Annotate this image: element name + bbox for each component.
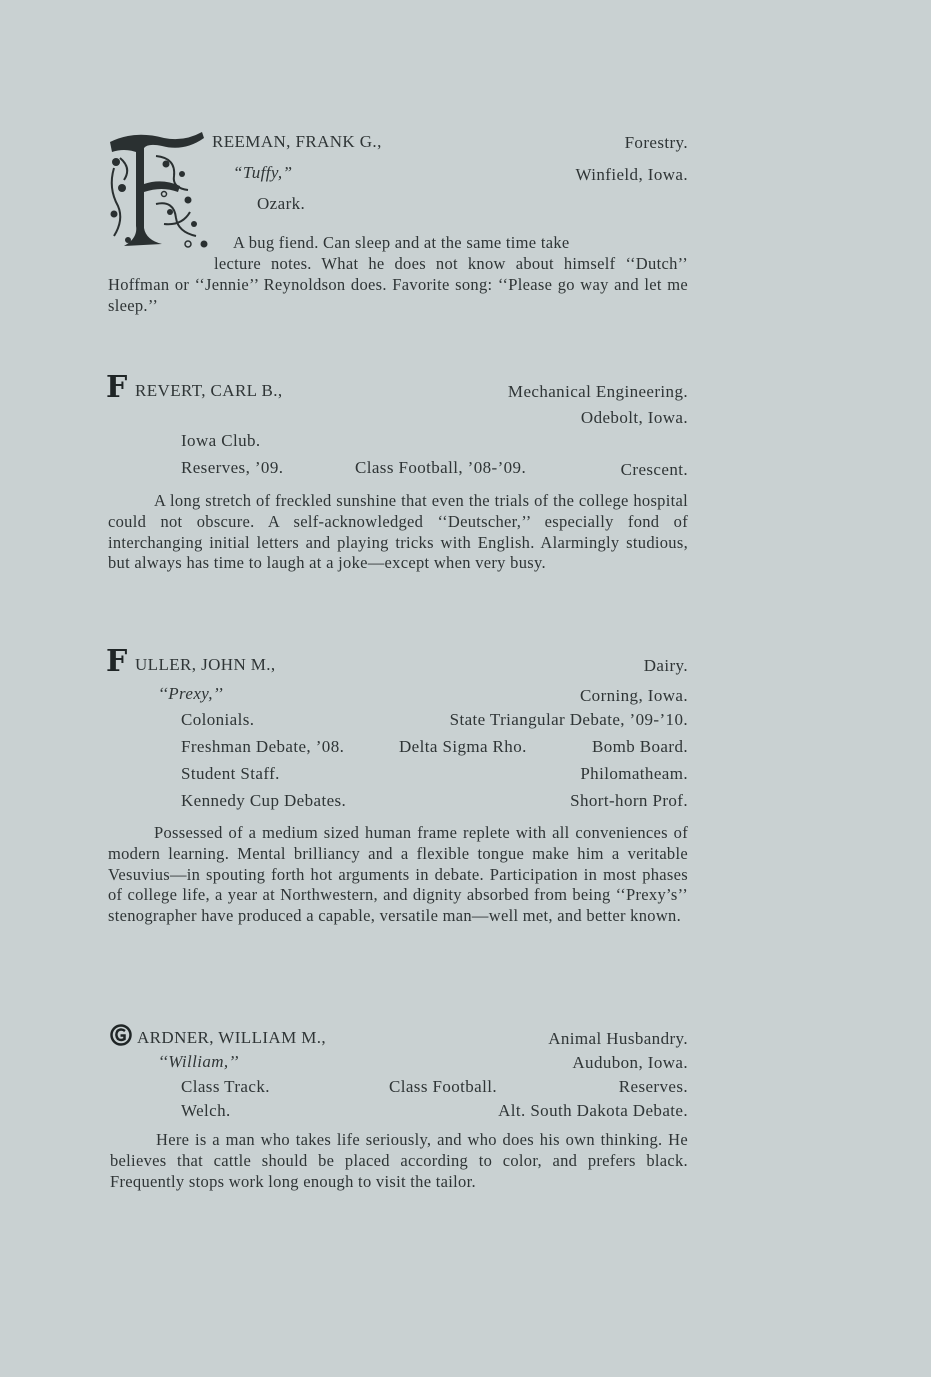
entry4-course: Animal Husbandry.	[548, 1029, 688, 1048]
entry3-bio: Possessed of a medium sized human frame replete with all conveniences of modern learning. Mental brilliancy and a flexible tongue make him a veritable Vesuvius—in spouting forth hot arguments in debate. Participation in most phases of college life, a year at Northwestern, and dignity absorbed from being ‘‘Prexy’s’’ stenographer have produced a capable, versatile man—well met, and better known.	[108, 823, 688, 926]
entry1-bio-first-line: A bug fiend. Can sleep and at the same time take	[233, 233, 570, 252]
entry3-bomb-board: Bomb Board.	[591, 737, 688, 756]
entry3-shorthorn: Short-horn Prof.	[570, 791, 688, 810]
entry3-kennedy-cup: Kennedy Cup Debates.	[181, 791, 347, 810]
entry3-freshman-debate: Freshman Debate, ’08.	[181, 737, 345, 756]
entry1-course: Forestry.	[624, 133, 688, 152]
entry4-name: ARDNER, WILLIAM M.,	[137, 1028, 327, 1047]
entry2-name: REVERT, CARL B.,	[135, 381, 283, 400]
entry2-hometown: Odebolt, Iowa.	[580, 408, 688, 427]
ornamental-drop-cap-f	[104, 128, 208, 252]
entry4-hometown: Audubon, Iowa.	[572, 1053, 688, 1072]
entry4-class-football: Class Football.	[389, 1077, 498, 1096]
entry3-student-staff: Student Staff.	[181, 764, 280, 783]
entry1-hometown: Winfield, Iowa.	[575, 165, 688, 184]
entry3-hometown: Corning, Iowa.	[579, 686, 688, 705]
entry2-reserves: Reserves, ’09.	[181, 458, 284, 477]
entry3-nickname: ‘‘Prexy,’’	[158, 684, 224, 703]
entry4-nickname: ‘‘William,’’	[158, 1052, 239, 1071]
entry2-initial: F	[106, 370, 128, 405]
entry2-club: Iowa Club.	[181, 431, 261, 450]
entry1-bio: lecture notes. What he does not know about himself ‘‘Dutch’’ Hoffman or ‘‘Jennie’’ Reynoldson does. Favorite song: ‘‘Please go way and let me sleep.’’	[108, 254, 688, 315]
entry3-initial: F	[106, 644, 128, 679]
entry4-class-track: Class Track.	[181, 1077, 270, 1096]
entry3-course: Dairy.	[643, 656, 688, 675]
entry1-name: REEMAN, FRANK G.,	[212, 132, 382, 151]
entry1-society: Ozark.	[257, 194, 306, 213]
entry2-course: Mechanical Engineering.	[507, 382, 688, 401]
entry4-debate: Alt. South Dakota Debate.	[498, 1101, 688, 1120]
entry2-football: Class Football, ’08-’09.	[355, 458, 527, 477]
entry3-society: Philomatheam.	[580, 764, 688, 783]
entry3-colonials: Colonials.	[181, 710, 255, 729]
entry4-bio: Here is a man who takes life seriously, and who does his own thinking. He believes that cattle should be placed according to color, and prefers black. Frequently stops work long enough to visit the tailor.	[110, 1130, 688, 1191]
entry3-name: ULLER, JOHN M.,	[135, 655, 276, 674]
entry3-delta-sigma-rho: Delta Sigma Rho.	[399, 737, 527, 756]
entry2-society: Crescent.	[620, 460, 688, 479]
entry4-reserves: Reserves.	[618, 1077, 688, 1096]
entry1-nickname: “Tuffy,”	[233, 163, 293, 182]
entry4-society: Welch.	[181, 1101, 231, 1120]
ornamental-initial-g	[110, 1024, 132, 1046]
entry3-triangular-debate: State Triangular Debate, ’09-’10.	[449, 710, 688, 729]
entry2-bio: A long stretch of freckled sunshine that even the trials of the college hospital could not obscure. A self-acknowledged ‘‘Deutscher,’’ especially fond of interchanging initial letters and playing tricks with English. Alarmingly studious, but always has time to laugh at a joke—except when very busy.	[108, 491, 688, 573]
